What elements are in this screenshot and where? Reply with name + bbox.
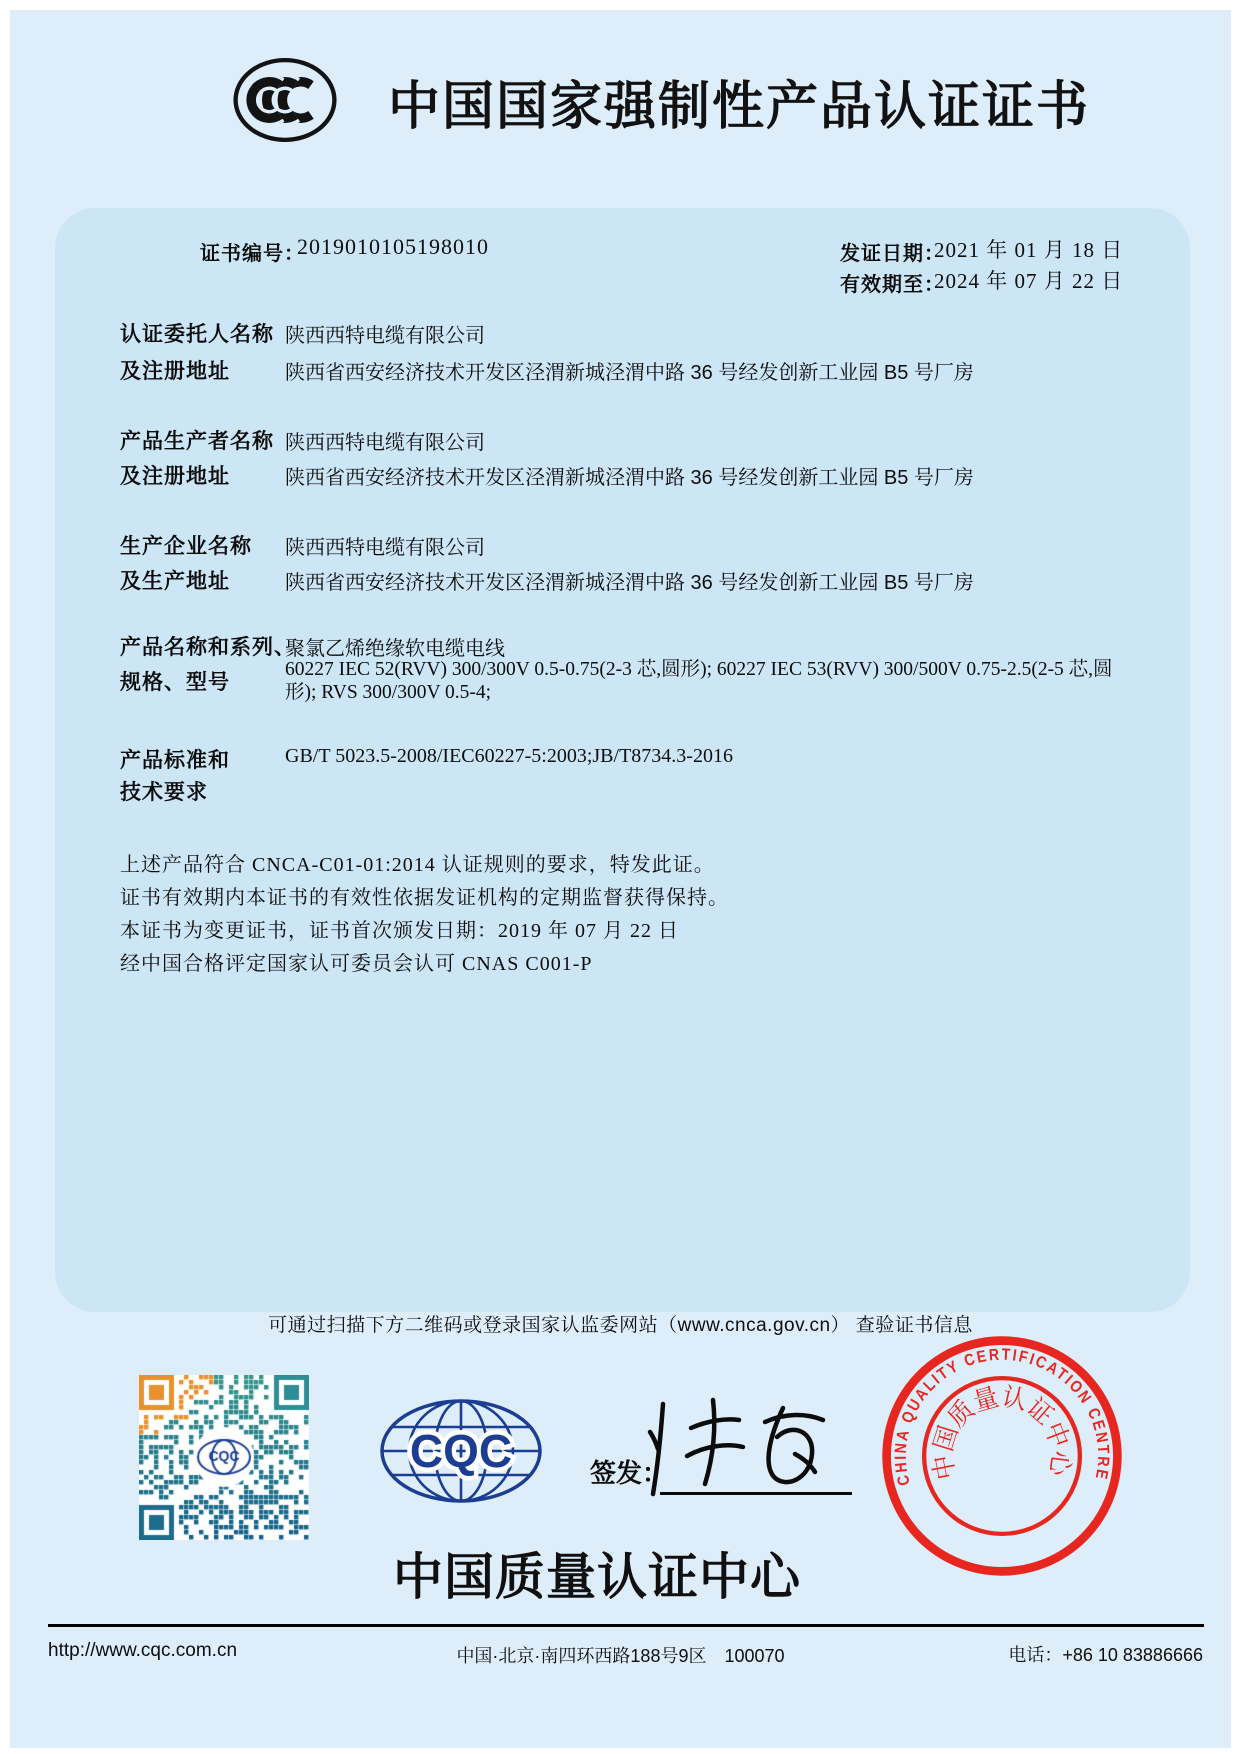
field-product-model-value: 60227 IEC 52(RVV) 300/300V 0.5-0.75(2-3 芯,圆形); 60227 IEC 53(RVV) 300/500V 0.75-2.5(2-5 芯,圆形); RVS 300/300V 0.5-4; xyxy=(285,659,1113,703)
cert-number-label: 证书编号： xyxy=(200,243,305,265)
footer-website: http://www.cqc.com.cn xyxy=(48,1640,238,1661)
field-standard-value: GB/T 5023.5-2008/IEC60227-5:2003;JB/T8734.3-2016 xyxy=(285,745,733,767)
field-producer-name-label: 产品生产者名称 xyxy=(120,430,274,453)
field-producer-address-label: 及注册地址 xyxy=(120,465,230,488)
field-technical-req-label: 技术要求 xyxy=(120,781,208,804)
stamp-text-cn: 中国质量认证中心 xyxy=(926,1381,1077,1483)
field-applicant-address-value: 陕西省西安经济技术开发区泾渭新城泾渭中路 36 号经发创新工业园 B5 号厂房 xyxy=(285,362,974,384)
cqc-globe-icon xyxy=(378,1398,544,1504)
signature-underline xyxy=(660,1492,852,1495)
sign-label: 签发： xyxy=(590,1459,669,1488)
field-standard-label: 产品标准和 xyxy=(120,749,230,772)
ccc-logo-icon xyxy=(224,48,346,152)
stamp-text-en: CHINA QUALITY CERTIFICATION CENTRE xyxy=(891,1345,1113,1488)
field-producer-name-value: 陕西西特电缆有限公司 xyxy=(285,432,485,454)
qr-code xyxy=(139,1375,309,1540)
statement-line: 经中国合格评定国家认可委员会认可 CNAS C001-P xyxy=(120,953,593,975)
issue-date-label: 发证日期： xyxy=(840,243,945,265)
field-applicant-address-label: 及注册地址 xyxy=(120,360,230,383)
field-product-name-label: 产品名称和系列、 xyxy=(120,636,296,659)
field-product-name-value: 聚氯乙烯绝缘软电缆电线 xyxy=(285,638,505,660)
footer-phone: 电话：+86 10 83886666 xyxy=(1008,1645,1203,1665)
field-product-model-label: 规格、型号 xyxy=(120,671,230,694)
field-factory-name-label: 生产企业名称 xyxy=(120,535,252,558)
field-factory-address-value: 陕西省西安经济技术开发区泾渭新城泾渭中路 36 号经发创新工业园 B5 号厂房 xyxy=(285,572,974,594)
issuer-org-name: 中国质量认证中心 xyxy=(393,1549,801,1605)
valid-date-value: 2024 年 07 月 22 日 xyxy=(934,269,1124,293)
field-applicant-name-value: 陕西西特电缆有限公司 xyxy=(285,325,485,347)
page-title: 中国国家强制性产品认证证书 xyxy=(388,78,1091,136)
statement-line: 本证书为变更证书，证书首次颁发日期：2019 年 07 月 22 日 xyxy=(120,920,679,942)
valid-date-label: 有效期至： xyxy=(840,274,945,296)
cqc-acronym-text: CQC xyxy=(409,1425,513,1477)
field-factory-address-label: 及生产地址 xyxy=(120,570,230,593)
statement-line: 上述产品符合 CNCA-C01-01:2014 认证规则的要求，特发此证。 xyxy=(120,854,715,876)
footer-divider xyxy=(48,1624,1204,1627)
field-applicant-name-label: 认证委托人名称 xyxy=(120,323,274,346)
cert-number-value: 2019010105198010 xyxy=(297,234,489,259)
signature xyxy=(645,1392,860,1500)
issue-date-value: 2021 年 01 月 18 日 xyxy=(934,238,1124,262)
verification-note: 可通过扫描下方二维码或登录国家认监委网站（www.cnca.gov.cn） 查验证书信息 xyxy=(268,1315,973,1336)
field-producer-address-value: 陕西省西安经济技术开发区泾渭新城泾渭中路 36 号经发创新工业园 B5 号厂房 xyxy=(285,467,974,489)
footer-address: 中国·北京·南四环西路188号9区 100070 xyxy=(456,1646,785,1666)
field-factory-name-value: 陕西西特电缆有限公司 xyxy=(285,537,485,559)
stamp-seal xyxy=(877,1331,1127,1581)
statement-line: 证书有效期内本证书的有效性依据发证机构的定期监督获得保持。 xyxy=(120,887,729,909)
